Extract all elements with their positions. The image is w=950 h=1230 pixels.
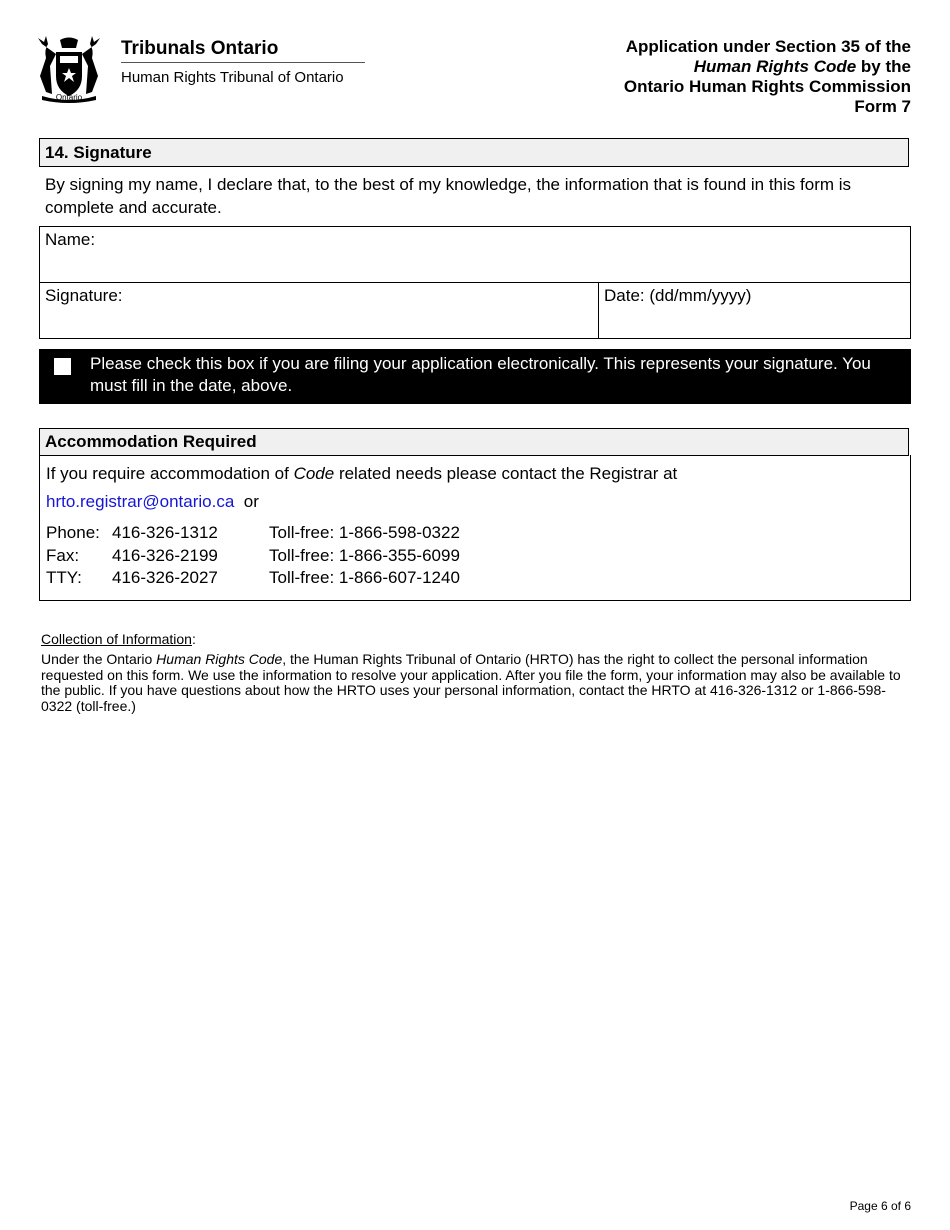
contact-label: Fax: <box>46 545 80 565</box>
accommodation-email-line <box>46 492 259 512</box>
collection-heading <box>41 631 196 647</box>
contact-label: TTY: <box>46 568 82 587</box>
form-title-line3: Ontario Human Rights Commission <box>623 77 911 96</box>
signature-field[interactable] <box>39 282 599 339</box>
contact-row-tty <box>46 567 460 590</box>
collection-body-before: Under the Ontario <box>41 651 157 667</box>
form-title-italic: Human Rights Code <box>693 57 857 76</box>
declaration-text: By signing my name, I declare that, to the best of my knowledge, the information that is found in this form is complete and accurate. <box>45 175 852 217</box>
page-number: Page 6 of 6 <box>849 1199 911 1213</box>
or-text: or <box>243 492 259 511</box>
org-divider <box>121 62 365 63</box>
contact-label: Phone: <box>46 523 100 542</box>
contact-number: 416-326-2027 <box>112 568 218 587</box>
form-title-line2-rest: by the <box>856 57 911 76</box>
accommodation-heading: Accommodation Required <box>39 428 909 456</box>
contact-tollfree: Toll-free: 1-866-355-6099 <box>269 545 460 565</box>
contact-row-phone <box>46 522 460 545</box>
date-label: Date: (dd/mm/yyyy) <box>604 286 752 305</box>
electronic-filing-text: Please check this box if you are filing your application electronically. This represents your signature. You must fill in the date, above. <box>90 354 871 395</box>
accommodation-intro-before: If you require accommodation of <box>46 464 294 483</box>
contact-number: 416-326-1312 <box>112 523 218 542</box>
org-title: Tribunals Ontario <box>121 38 279 59</box>
accommodation-intro <box>46 464 677 484</box>
collection-body <box>41 652 911 714</box>
registrar-email-link[interactable]: hrto.registrar@ontario.ca <box>46 492 235 511</box>
signature-label: Signature: <box>45 286 123 305</box>
form-title <box>624 37 911 117</box>
form-title-line2 <box>624 57 911 77</box>
collection-body-after: , the Human Rights Tribunal of Ontario (HRTO) has the right to collect the personal information requested on this form. We use the information to resolve your application. After you file the form, your information may also be available to the public. If you have questions about how the HRTO uses your personal information, contact the HRTO at 416-326-1312 or 1-866-598-0322 (toll-free.) <box>41 651 901 714</box>
date-field[interactable] <box>598 282 911 339</box>
collection-heading-suffix: : <box>191 631 196 647</box>
electronic-filing-notice <box>39 349 911 404</box>
name-label: Name: <box>45 230 96 249</box>
electronic-filing-checkbox[interactable] <box>54 358 71 375</box>
accommodation-intro-after: related needs please contact the Registrar at <box>334 464 678 483</box>
collection-heading-text: Collection of Information <box>41 631 192 647</box>
form-title-line4: Form 7 <box>854 97 911 116</box>
collection-body-italic: Human Rights Code <box>156 651 283 667</box>
contact-tollfree: Toll-free: 1-866-598-0322 <box>269 523 460 542</box>
contact-row-fax <box>46 545 460 568</box>
contact-list <box>46 522 460 590</box>
accommodation-intro-italic: Code <box>293 464 335 483</box>
contact-number: 416-326-2199 <box>112 545 218 565</box>
accommodation-box <box>39 455 911 601</box>
logo-caption: Ontario <box>55 93 83 102</box>
form-title-line1: Application under Section 35 of the <box>625 37 911 56</box>
signature-section-heading: 14. Signature <box>39 138 909 167</box>
org-subtitle: Human Rights Tribunal of Ontario <box>121 69 344 86</box>
name-field[interactable] <box>39 226 911 283</box>
contact-tollfree: Toll-free: 1-866-607-1240 <box>269 568 460 587</box>
